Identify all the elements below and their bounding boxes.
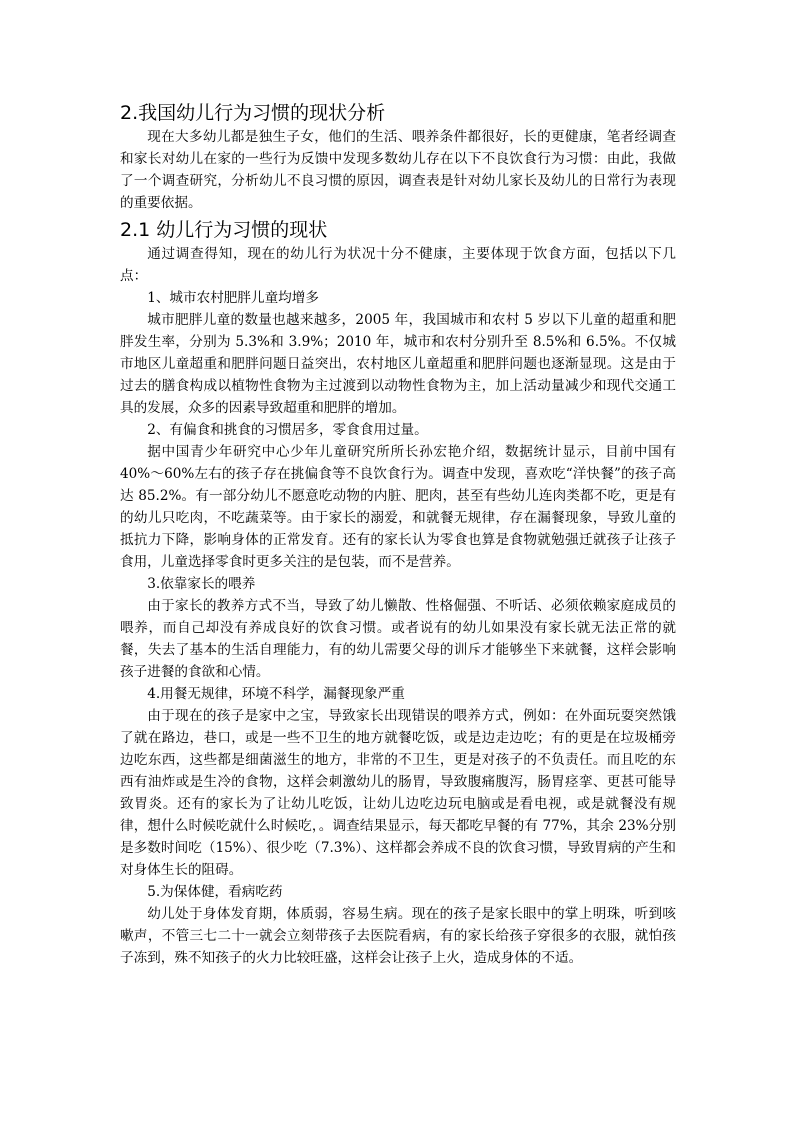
item-heading-2: 2、有偏食和挑食的习惯居多，零食食用过量。: [147, 422, 428, 438]
section-intro-paragraph: 现在大多幼儿都是独生子女，他们的生活、喂养条件都很好，长的更健康，笔者经调查和家长对幼儿在家的一些行为反馈中发现多数幼儿存在以下不良饮食行为习惯：由此，我做了一个调查研究，分析幼儿不良习惯的原因，调查表是针对幼儿家长及幼儿的日常行为表现的重要依据。: [120, 129, 676, 211]
item-body-1: 城市肥胖儿童的数量也越来越多，2005 年，我国城市和农村 5 岁以下儿童的超重和肥胖发生率，分别为 5.3%和 3.9%；2010 年，城市和农村分别升至 8.5%和 6.5%。不仅城市地区儿童超重和肥胖问题日益突出，农村地区儿童超重和肥胖问题也逐渐显现。这是由于过去的膳食构成以植物性食物为主过渡到以动物性食物为主，加上活动量减少和现代交通工具的发展，众多的因素导致超重和肥胖的增加。: [120, 312, 676, 416]
item-heading-4: 4.用餐无规律，环境不科学，漏餐现象严重: [147, 686, 405, 702]
section-title: 2.我国幼儿行为习惯的现状分析: [120, 102, 386, 124]
document-page: [120, 100, 676, 969]
item-heading-3: 3.依靠家长的喂养: [147, 576, 256, 592]
item-body-2: 据中国青少年研究中心少年儿童研究所所长孙宏艳介绍，数据统计显示，目前中国有 40%～60%左右的孩子存在挑偏食等不良饮食行为。调查中发现，喜欢吃“洋快餐”的孩子高达 85.2%。有一部分幼儿不愿意吃动物的内脏、肥肉，甚至有些幼儿连肉类都不吃，更是有的幼儿只吃肉，不吃蔬菜等。由于家长的溺爱，和就餐无规律，存在漏餐现象，导致儿童的抵抗力下降，影响身体的正常发育。还有的家长认为零食也算是食物就勉强迁就孩子让孩子食用，儿童选择零食时更多关注的是包装，而不是营养。: [120, 444, 676, 570]
item-body-5: 幼儿处于身体发育期，体质弱，容易生病。现在的孩子是家长眼中的掌上明珠，听到咳嗽声，不管三七二十一就会立刻带孩子去医院看病，有的家长给孩子穿很多的衣服，就怕孩子冻到，殊不知孩子的火力比较旺盛，这样会让孩子上火，造成身体的不适。: [120, 906, 676, 966]
subsection-intro-paragraph: 通过调查得知，现在的幼儿行为状况十分不健康，主要体现于饮食方面，包括以下几点：: [120, 246, 676, 284]
item-heading-5: 5.为保体健，看病吃药: [147, 884, 283, 900]
item-heading-1: 1、城市农村肥胖儿童均增多: [147, 290, 319, 306]
item-body-3: 由于家长的教养方式不当，导致了幼儿懒散、性格倔强、不听话、必须依赖家庭成员的喂养，而自己却没有养成良好的饮食习惯。或者说有的幼儿如果没有家长就无法正常的就餐，失去了基本的生活自理能力，有的幼儿需要父母的训斥才能够坐下来就餐，这样会影响孩子进餐的食欲和心情。: [120, 598, 676, 680]
subsection-title: 2.1 幼儿行为习惯的现状: [120, 219, 328, 241]
item-body-4: 由于现在的孩子是家中之宝，导致家长出现错误的喂养方式，例如：在外面玩耍突然饿了就在路边，巷口，或是一些不卫生的地方就餐吃饭，或是边走边吃；有的更是在垃圾桶旁边吃东西，这些都是细菌滋生的地方，非常的不卫生，更是对孩子的不负责任。而且吃的东西有油炸或是生冷的食物，这样会刺激幼儿的肠胃，导致腹痛腹泻，肠胃痉挛、更甚可能导致胃炎。还有的家长为了让幼儿吃饭，让幼儿边吃边玩电脑或是看电视，或是就餐没有规律，想什么时候吃就什么时候吃，。调查结果显示，每天都吃早餐的有 77%，其余 23%分别是多数时间吃（15%）、很少吃（7.3%）、这样都会养成不良的饮食习惯，导致胃病的产生和对身体生长的阻碍。: [120, 708, 676, 878]
